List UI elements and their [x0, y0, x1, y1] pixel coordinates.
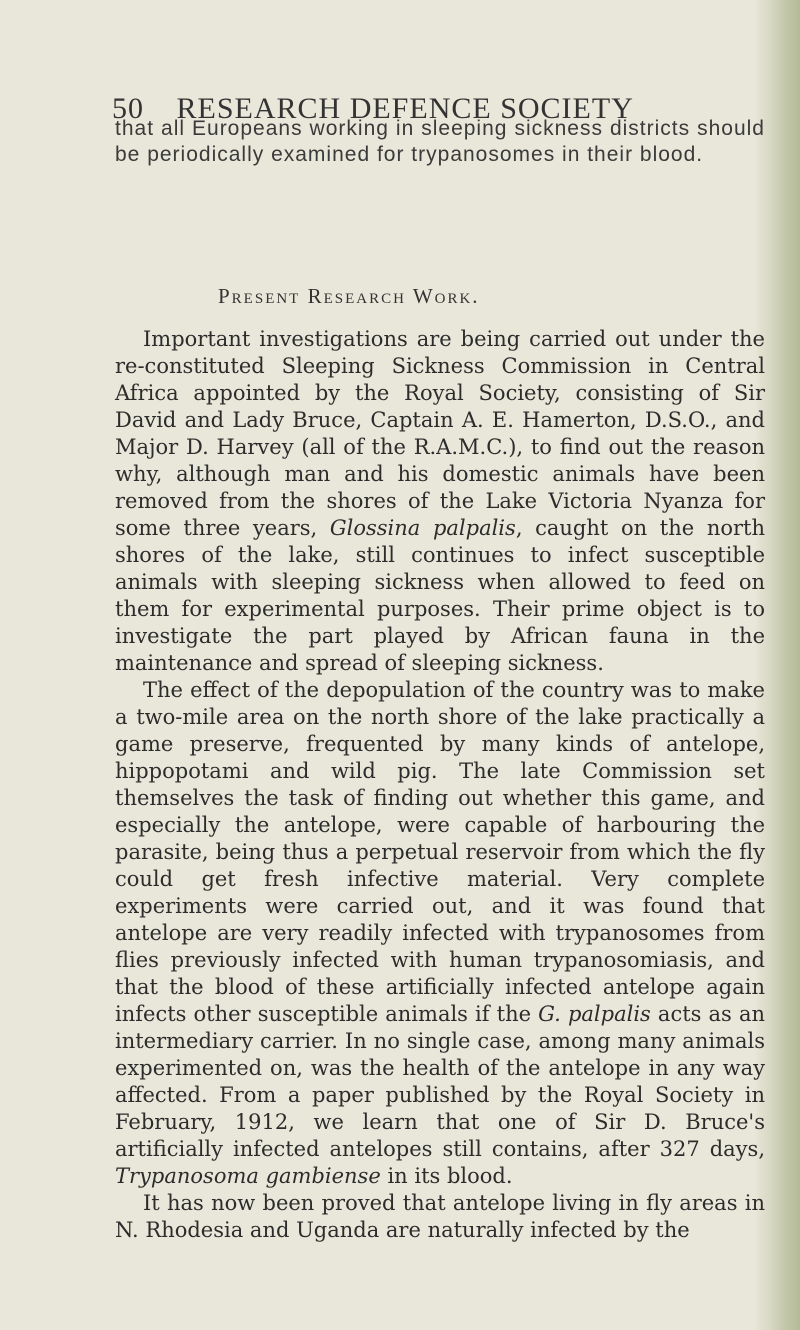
paragraph-2 — [115, 677, 765, 1190]
paragraph-3-text: It has now been proved that antelope living in fly areas in N. Rhodesia and Uganda are naturally infected by the — [115, 1191, 765, 1242]
paragraph-3 — [115, 1190, 765, 1244]
paragraph-2-text-c: acts as an intermediary carrier. In no single case, among many animals experimented on, was the health of the antelope in any way affected. From a paper published by the Royal Society in February, 1912, we learn that one of Sir D. Bruce's artificially infected antelopes still contains, after 327 days, — [115, 1002, 765, 1161]
paragraph-2-text-a: The effect of the depopulation of the country was to make a two-mile area on the north shore of the lake practically a game preserve, frequented by many kinds of antelope, hippopotami and wild pig. The late Commission set themselves the task of finding out whether this game, and especially the antelope, were capable of harbouring the parasite, being thus a perpetual reservoir from which the fly could get fresh infective material. Very complete experiments were carried out, and it was found that antelope are very readily infected with trypanosomes from flies previously infected with human trypanosomiasis, and that the blood of these artificially infected antelope again infects other susceptible animals if the — [115, 678, 765, 1026]
paragraph-1 — [115, 326, 765, 677]
paragraph-1-text-c: , caught on the north shores of the lake, still continues to infect susceptible animals with sleeping sickness when allowed to feed on them for experimental purposes. Their prime object is to investigate the part played by African fauna in the maintenance and spread of sleeping sickness. — [115, 516, 765, 675]
paragraph-2-text-e: in its blood. — [380, 1164, 513, 1188]
continuation-paragraph — [115, 116, 765, 168]
page-number: 50 — [112, 92, 144, 125]
running-title: RESEARCH DEFENCE SOCIETY — [176, 92, 634, 125]
species-name: Glossina palpalis — [329, 516, 516, 540]
continuation-text: that all Europeans working in sleeping sickness districts should be periodically examined for trypanosomes in their blood. — [115, 117, 765, 166]
species-name: Trypanosoma gambiense — [115, 1164, 381, 1188]
section-title: Present Research Work. — [218, 284, 480, 308]
species-name: G. palpalis — [538, 1002, 651, 1026]
body-text — [115, 326, 765, 1244]
paragraph-1-text-a: Important investigations are being carried out under the re-constituted Sleeping Sickness Commission in Central Africa appointed by the Royal Society, consisting of Sir David and Lady Bruce, Captain A. E. Hamerton, D.S.O., and Major D. Harvey (all of the R.A.M.C.), to find out the reason why, although man and his domestic animals have been removed from the shores of the Lake Victoria Nyanza for some three years, — [115, 327, 765, 540]
